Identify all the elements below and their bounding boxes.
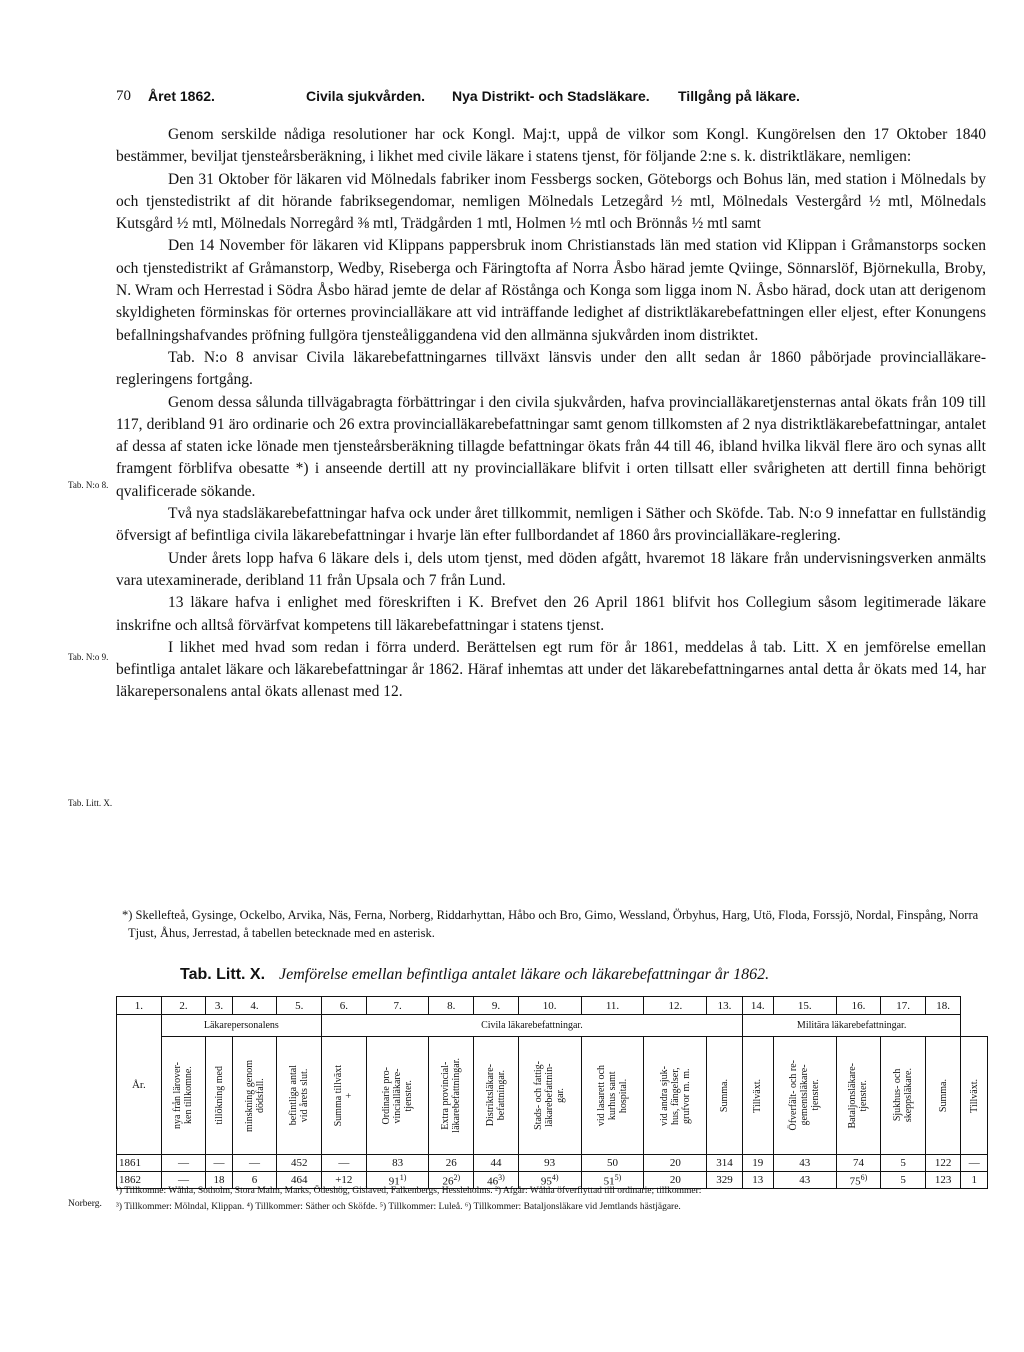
paragraph: Den 31 Oktober för läkaren vid Mölnedals fabriker inom Fessbergs socken, Göteborgs och Bohus län, med station i Mölnedals by och tjenstedistrikt af dit hörande fabriksegendomar, nemligen Mölnedals Letzegård ½ mtl, Mölnedals Vestergård ½ mtl, Mölnedals Kutsgård ½ mtl, Mölnedals Norregård ⅜ mtl, Trädgården 1 mtl, Holmen ½ mtl och Brönnås ½ mtl samt <box>116 170 986 233</box>
column-header-text: vid lasarett och kurhus samt hospital. <box>596 1064 629 1127</box>
table-cell <box>161 1155 206 1172</box>
table-note: ³) Tillkommer: Mölndal, Klippan. ⁴) Tillkommer: Säther och Sköfde. ⁵) Tillkommer: Luleå. ⁶) Tillkommer: Bataljonsläkare vid Jemtlands hästjägare. <box>116 1202 681 1212</box>
column-header-text: Distriktsläkare- befattningar. <box>484 1064 507 1127</box>
column-header-text: Stads- och fattig- läkarebefattnin- gar. <box>533 1061 567 1130</box>
col-number: 9. <box>474 997 519 1015</box>
cell-note-ref: 4) <box>551 1172 559 1182</box>
cell-note-ref: 2) <box>453 1172 461 1182</box>
row-year: 1861 <box>117 1155 162 1172</box>
cell-value: 20 <box>669 1157 681 1169</box>
cell-note-ref: 6) <box>860 1172 868 1182</box>
column-header <box>925 1037 961 1155</box>
group-header: Civila läkarebefattningar. <box>322 1015 743 1037</box>
cell-value: 123 <box>934 1174 952 1186</box>
column-header-text: minskning genom dödsfall. <box>243 1059 266 1132</box>
table-cell <box>366 1155 429 1172</box>
column-header-text: Öfverfält- och re- gementsläkare- tjenster. <box>788 1060 822 1131</box>
column-header <box>881 1037 926 1155</box>
col-number: 11. <box>581 997 644 1015</box>
year-header: År. <box>117 1015 162 1155</box>
column-header-text: Summa tillväxt + <box>332 1064 355 1127</box>
column-header <box>773 1037 836 1155</box>
header-topic: Tillgång på läkare. <box>678 88 800 104</box>
column-header-text: befintliga antal vid årets slut. <box>288 1065 311 1126</box>
column-header <box>277 1037 322 1155</box>
column-header <box>836 1037 881 1155</box>
header-row <box>117 1037 988 1155</box>
cell-value: 26 <box>445 1157 457 1169</box>
column-header <box>707 1037 743 1155</box>
cell-value: +12 <box>335 1174 353 1186</box>
footnote <box>116 906 986 942</box>
col-number: 3. <box>206 997 232 1015</box>
cell-value: 51 <box>603 1175 615 1188</box>
table-cell <box>707 1155 743 1172</box>
table-notes <box>116 1183 988 1215</box>
cell-value: 50 <box>607 1157 618 1169</box>
col-number: 2. <box>161 997 206 1015</box>
cell-value: 83 <box>392 1157 404 1169</box>
column-header <box>644 1037 707 1155</box>
cell-value: 44 <box>490 1157 502 1169</box>
column-header <box>322 1037 367 1155</box>
cell-value: 329 <box>716 1174 733 1186</box>
table-cell <box>206 1155 232 1172</box>
paragraph: Under årets lopp hafva 6 läkare dels i, dels utom tjenst, med döden afgått, hvaremot 18 läkare från undervisningsverken anmälts vara utexaminerade, deribland 11 från Upsala och 7 från Lund. <box>116 549 986 589</box>
column-header-text: Extra provincial- läkarebefattningar. <box>440 1058 463 1133</box>
table-cell <box>836 1155 881 1172</box>
row-year: 1862 <box>117 1172 162 1189</box>
footnote-text: *) Skellefteå, Gysinge, Ockelbo, Arvika, Näs, Ferna, Norberg, Riddarhyttan, Håbo och Bro, Gimo, Wessland, Örbyhus, Harg, Utö, Floda, Forssjö, Nordal, Finspång, Norra Tjust, Åhus, Jerrestad, å tabellen betecknade med en asterisk. <box>122 908 979 940</box>
dash: — <box>177 1157 189 1169</box>
col-number: 17. <box>881 997 926 1015</box>
column-header-text: tillökning med <box>213 1066 225 1125</box>
col-number: 7. <box>366 997 429 1015</box>
cell-value: 5 <box>900 1174 906 1186</box>
col-number: 10. <box>518 997 581 1015</box>
margin-note-tab9: Tab. N:o 9. <box>68 652 109 662</box>
column-header <box>518 1037 581 1155</box>
column-header-text: Tillväxt. <box>752 1078 764 1113</box>
table-label: Tab. Litt. X. <box>180 966 266 983</box>
column-header <box>742 1037 773 1155</box>
column-header-text: Tillväxt. <box>968 1078 980 1113</box>
cell-value: 18 <box>213 1174 225 1186</box>
paragraph: 13 läkare hafva i enlighet med föreskriften i K. Brefvet den 26 April 1861 blifvit hos Collegium såsom legitimerade läkare inskrifne och alltså förvärfvat kompetens till läkarebefattningar i statens tjenst. <box>116 594 986 634</box>
cell-value: 93 <box>544 1157 556 1169</box>
table-cell <box>474 1155 519 1172</box>
cell-value: 26 <box>442 1175 454 1188</box>
paragraph: Tab. N:o 8 anvisar Civila läkarebefattningarnes tillväxt länsvis under den allt sedan år 1860 påbörjade provincialläkare-regleringens fortgång. <box>116 348 986 389</box>
table-caption: Jemförelse emellan befintliga antalet läkare och läkarebefattningar år 1862. <box>279 966 770 983</box>
col-number: 1. <box>117 997 162 1015</box>
page-number: 70 <box>116 88 131 104</box>
column-header-text: vid andra sjuk- hus, fängelser, grufvor m. m. <box>658 1065 692 1126</box>
cell-value: 6 <box>251 1174 258 1186</box>
cell-note-ref: 3) <box>498 1172 505 1182</box>
comparison-table <box>116 996 988 1189</box>
column-header <box>366 1037 429 1155</box>
cell-value: 19 <box>752 1157 764 1169</box>
col-number: 18. <box>925 997 961 1015</box>
cell-note-ref: 1) <box>399 1172 407 1182</box>
column-header <box>429 1037 474 1155</box>
cell-value: 452 <box>290 1157 308 1169</box>
column-header <box>206 1037 232 1155</box>
cell-note-ref: 5) <box>614 1172 622 1182</box>
table-cell <box>518 1155 581 1172</box>
col-number: 14. <box>742 997 773 1015</box>
table-cell <box>581 1155 644 1172</box>
table-cell <box>881 1155 926 1172</box>
column-header-text: Ordinarie pro- vincialläkare- tjenster. <box>381 1066 415 1125</box>
cell-value: 46 <box>487 1175 499 1188</box>
paragraph: Två nya stadsläkarebefattningar hafva ock under året tillkommit, nemligen i Säther och Sköfde. Tab. N:o 9 innefattar en fullständig öfversigt af befintliga civila läkarebefattningar i hvarje län efter fullbordandet af 1860 års provincialläkare-reglering. <box>116 505 986 545</box>
dash: — <box>968 1157 980 1169</box>
cell-value: 5 <box>900 1157 906 1169</box>
cell-value: 74 <box>852 1157 864 1169</box>
col-number: 6. <box>322 997 367 1015</box>
column-header-text: Bataljonsläkare- tjenster. <box>847 1062 870 1129</box>
cell-value: 464 <box>290 1174 308 1186</box>
col-number: 5. <box>277 997 322 1015</box>
col-number: 8. <box>429 997 474 1015</box>
column-header <box>161 1037 206 1155</box>
table-title <box>180 966 769 984</box>
table-cell <box>773 1155 836 1172</box>
paragraph: Genom dessa sålunda tillvägabragta förbättringar i den civila sjukvården, hafva provincialläkaretjensternas antal ökats från 109 till 117, deribland 91 äro ordinarie och 26 extra provincialläkarebefattningar samt genom tillkomsten af 2 nya distriktläkarebefattningar, antalet af dessa af staten icke lönade men tjensteårsberäkning tillagde befattningar ökats från 44 till 46, ibland hvilka likväl flere äro och synas allt framgent förblifva obesatte *) i anseende dertill att ny provincialläkare blifvit i orten tillsatt eller svårigheten att dertill finna behörigt qvalificerade sökande. <box>116 393 986 500</box>
header-section: Civila sjukvården. <box>306 88 426 104</box>
col-number-row <box>117 997 988 1015</box>
margin-note-tabx: Tab. Litt. X. <box>68 798 113 808</box>
table-cell <box>925 1155 961 1172</box>
cell-value: 95 <box>540 1175 552 1188</box>
dash: — <box>249 1157 261 1169</box>
body-text <box>116 124 986 704</box>
table-cell <box>429 1155 474 1172</box>
cell-value: 314 <box>716 1157 733 1169</box>
col-number: 15. <box>773 997 836 1015</box>
dash: — <box>213 1157 225 1169</box>
column-header-text: Summa. <box>937 1078 949 1113</box>
column-header <box>581 1037 644 1155</box>
table-cell <box>961 1155 988 1172</box>
paragraph: I likhet med hvad som redan i förra underd. Berättelsen egt rum för år 1861, meddelas å tab. Litt. X en jemförelse emellan befintliga antalet läkare och läkarebefattningar år 1862. Häraf inhemtas att under det läkarebefattningarnes antal detta år ökats med 14, har läkarepersonalens antal ökats allenast med 12. <box>116 638 986 701</box>
table-cell <box>277 1155 322 1172</box>
col-number: 12. <box>644 997 707 1015</box>
group-header: Militära läkarebefattningar. <box>742 1015 961 1037</box>
cell-value: 1 <box>971 1174 977 1186</box>
cell-value: 91 <box>388 1175 400 1188</box>
group-header: Läkarepersonalens <box>161 1015 321 1037</box>
margin-note-tab8: Tab. N:o 8. <box>68 480 109 490</box>
cell-value: 20 <box>669 1174 681 1186</box>
col-number: 4. <box>232 997 277 1015</box>
cell-value: 75 <box>849 1175 861 1188</box>
table-cell <box>742 1155 773 1172</box>
column-header-text: nya från lärover- ken tillkomne. <box>172 1062 195 1129</box>
column-header-text: Sjukhus- och skeppsläkare. <box>892 1068 915 1123</box>
col-number: 16. <box>836 997 881 1015</box>
column-header <box>474 1037 519 1155</box>
group-row <box>117 1015 988 1037</box>
header-subsection: Nya Distrikt- och Stadsläkare. <box>452 88 650 104</box>
table-cell <box>232 1155 277 1172</box>
table-note-lead: Norberg. <box>68 1199 102 1209</box>
cell-value: 43 <box>799 1157 811 1169</box>
dash: — <box>177 1174 189 1186</box>
paragraph: Genom serskilde nådiga resolutioner har ock Kongl. Maj:t, uppå de vilkor som Kongl. Kungörelsen den 17 Oktober 1840 bestämmer, beviljat tjensteårsberäkning, i likhet med civile läkare i statens tjenst, för följande 2:ne s. k. distriktläkare, nemligen: <box>116 126 986 166</box>
col-number: 13. <box>707 997 743 1015</box>
paragraph: Den 14 November för läkaren vid Klippans pappersbruk inom Christianstads län med station vid Klippan i Gråmanstorps socken och tjenstedistrikt af Gråmanstorp, Wedby, Riseberga och Färingtofta af Norra Åsbo härad jemte Qviinge, Sönnarslöf, Björnekulla, Broby, N. Wram och Herrestad i Södra Åsbo härad jemte de delar af Röstånga och Konga som ligga inom N. Åsbo härad, dock utan att derigenom skyldigheten förminskas för orternes provincialläkare att vid inträffande ledighet af distriktläkarebefattningen eller eljest, efter Konungens befallningshafvandes pröfning fullgöra tjensteåliggandena vid den allmänna sjukvården inom distriktet. <box>116 237 986 344</box>
cell-value: 13 <box>752 1174 764 1186</box>
table-cell <box>322 1155 367 1172</box>
column-header <box>961 1037 988 1155</box>
dash: — <box>338 1157 350 1169</box>
column-header-text: Summa. <box>719 1078 731 1113</box>
cell-value: 43 <box>799 1174 811 1186</box>
table-note: ¹) Tillkomne: Wåhla, Sotholm, Stora Malm, Marks, Ödeshög, Gislaved, Falkenbergs, Hessleholms. ²) Afgår: Wåhla öfverflyttad till ordinarie; tillkommer: <box>116 1186 702 1196</box>
table-row <box>117 1155 988 1172</box>
cell-value: 122 <box>934 1157 952 1169</box>
header-year: Året 1862. <box>148 88 215 104</box>
column-header <box>232 1037 277 1155</box>
table-cell <box>644 1155 707 1172</box>
